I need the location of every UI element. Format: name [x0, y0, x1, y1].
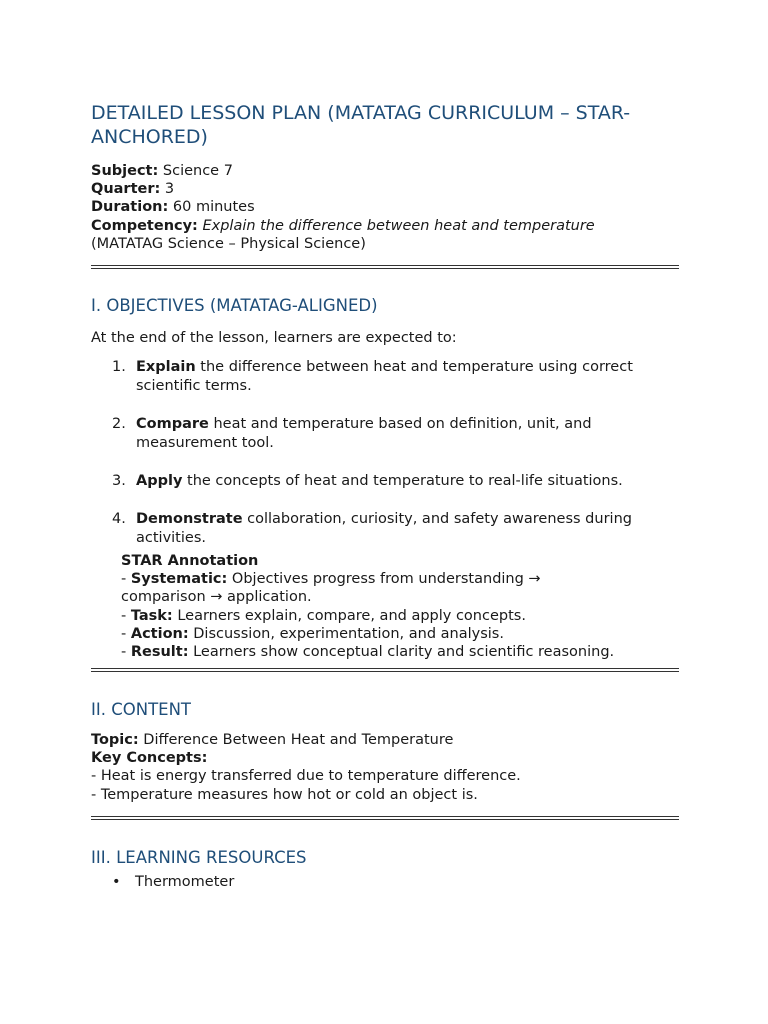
- dash: -: [121, 571, 131, 588]
- result-text: Learners show conceptual clarity and scientific reasoning.: [188, 644, 615, 661]
- objective-text: [136, 510, 676, 547]
- star-systematic-cont: comparison → application.: [121, 589, 312, 606]
- duration-line: [91, 198, 691, 216]
- resources-heading: III. LEARNING RESOURCES: [91, 848, 307, 867]
- task-text: Learners explain, compare, and apply concepts.: [172, 607, 526, 624]
- content-heading: II. CONTENT: [91, 700, 191, 719]
- quarter-value: 3: [160, 181, 175, 198]
- section-divider: [91, 668, 679, 672]
- subject-label: Subject:: [91, 163, 159, 179]
- key-concepts-label: [91, 749, 691, 767]
- objective-number: 3.: [112, 473, 126, 489]
- lesson-meta: [91, 162, 691, 253]
- objective-rest: the difference between heat and temperature using correct scientific terms.: [136, 359, 633, 394]
- systematic-label: Systematic:: [130, 571, 228, 588]
- quarter-line: [91, 180, 691, 198]
- competency-note: (MATATAG Science – Physical Science): [91, 235, 366, 252]
- star-task: [121, 607, 721, 625]
- competency-line: [91, 217, 691, 235]
- objective-number: 1.: [112, 359, 126, 375]
- duration-value: 60 minutes: [168, 199, 255, 216]
- section-divider: [91, 816, 679, 820]
- objective-number: 4.: [112, 511, 126, 527]
- task-label: Task:: [130, 607, 173, 624]
- objective-verb: Apply: [136, 473, 183, 489]
- star-title-text: STAR Annotation: [121, 553, 259, 569]
- objectives-intro: At the end of the lesson, learners are expected to:: [91, 330, 457, 346]
- star-action: [121, 625, 721, 643]
- subject-line: [91, 162, 691, 180]
- star-systematic: [121, 570, 721, 588]
- objective-rest: collaboration, curiosity, and safety awareness during activities.: [136, 511, 632, 546]
- result-label: Result:: [130, 644, 189, 661]
- objective-verb: Demonstrate: [136, 511, 243, 527]
- document-title: DETAILED LESSON PLAN (MATATAG CURRICULUM – STAR-ANCHORED): [91, 102, 631, 148]
- resource-label: Thermometer: [135, 874, 235, 890]
- action-label: Action:: [130, 625, 189, 642]
- duration-label: Duration:: [91, 199, 169, 216]
- subject-value: Science 7: [158, 163, 233, 179]
- competency-label: Competency:: [91, 217, 198, 234]
- objective-text: [136, 358, 676, 395]
- topic-label: Topic:: [91, 732, 139, 748]
- systematic-text: Objectives progress from understanding →: [227, 571, 541, 588]
- objective-number: 2.: [112, 416, 126, 432]
- dash: -: [121, 625, 131, 642]
- concept-item: - Temperature measures how hot or cold an object is.: [91, 786, 478, 803]
- star-annotation: [121, 552, 721, 661]
- bullet-icon: •: [112, 874, 121, 890]
- topic-value: Difference Between Heat and Temperature: [138, 732, 454, 748]
- dash: -: [121, 644, 131, 661]
- concept-item: - Heat is energy transferred due to temperature difference.: [91, 768, 521, 785]
- action-text: Discussion, experimentation, and analysis.: [188, 625, 504, 642]
- key-concepts-label-text: Key Concepts:: [91, 750, 208, 767]
- objective-rest: the concepts of heat and temperature to real-life situations.: [182, 473, 623, 489]
- objective-verb: Compare: [136, 416, 209, 432]
- objective-text: [136, 472, 676, 491]
- content-body: [91, 731, 691, 804]
- topic-line: [91, 731, 691, 749]
- competency-value: Explain the difference between heat and temperature: [202, 217, 595, 234]
- star-title: [121, 552, 721, 570]
- objective-text: [136, 415, 676, 452]
- section-divider: [91, 265, 679, 269]
- objectives-heading: I. OBJECTIVES (MATATAG-ALIGNED): [91, 296, 378, 315]
- dash: -: [121, 607, 131, 624]
- objective-verb: Explain: [136, 359, 196, 375]
- star-result: [121, 643, 721, 661]
- objective-rest: heat and temperature based on definition, unit, and measurement tool.: [136, 416, 592, 451]
- quarter-label: Quarter:: [91, 181, 161, 198]
